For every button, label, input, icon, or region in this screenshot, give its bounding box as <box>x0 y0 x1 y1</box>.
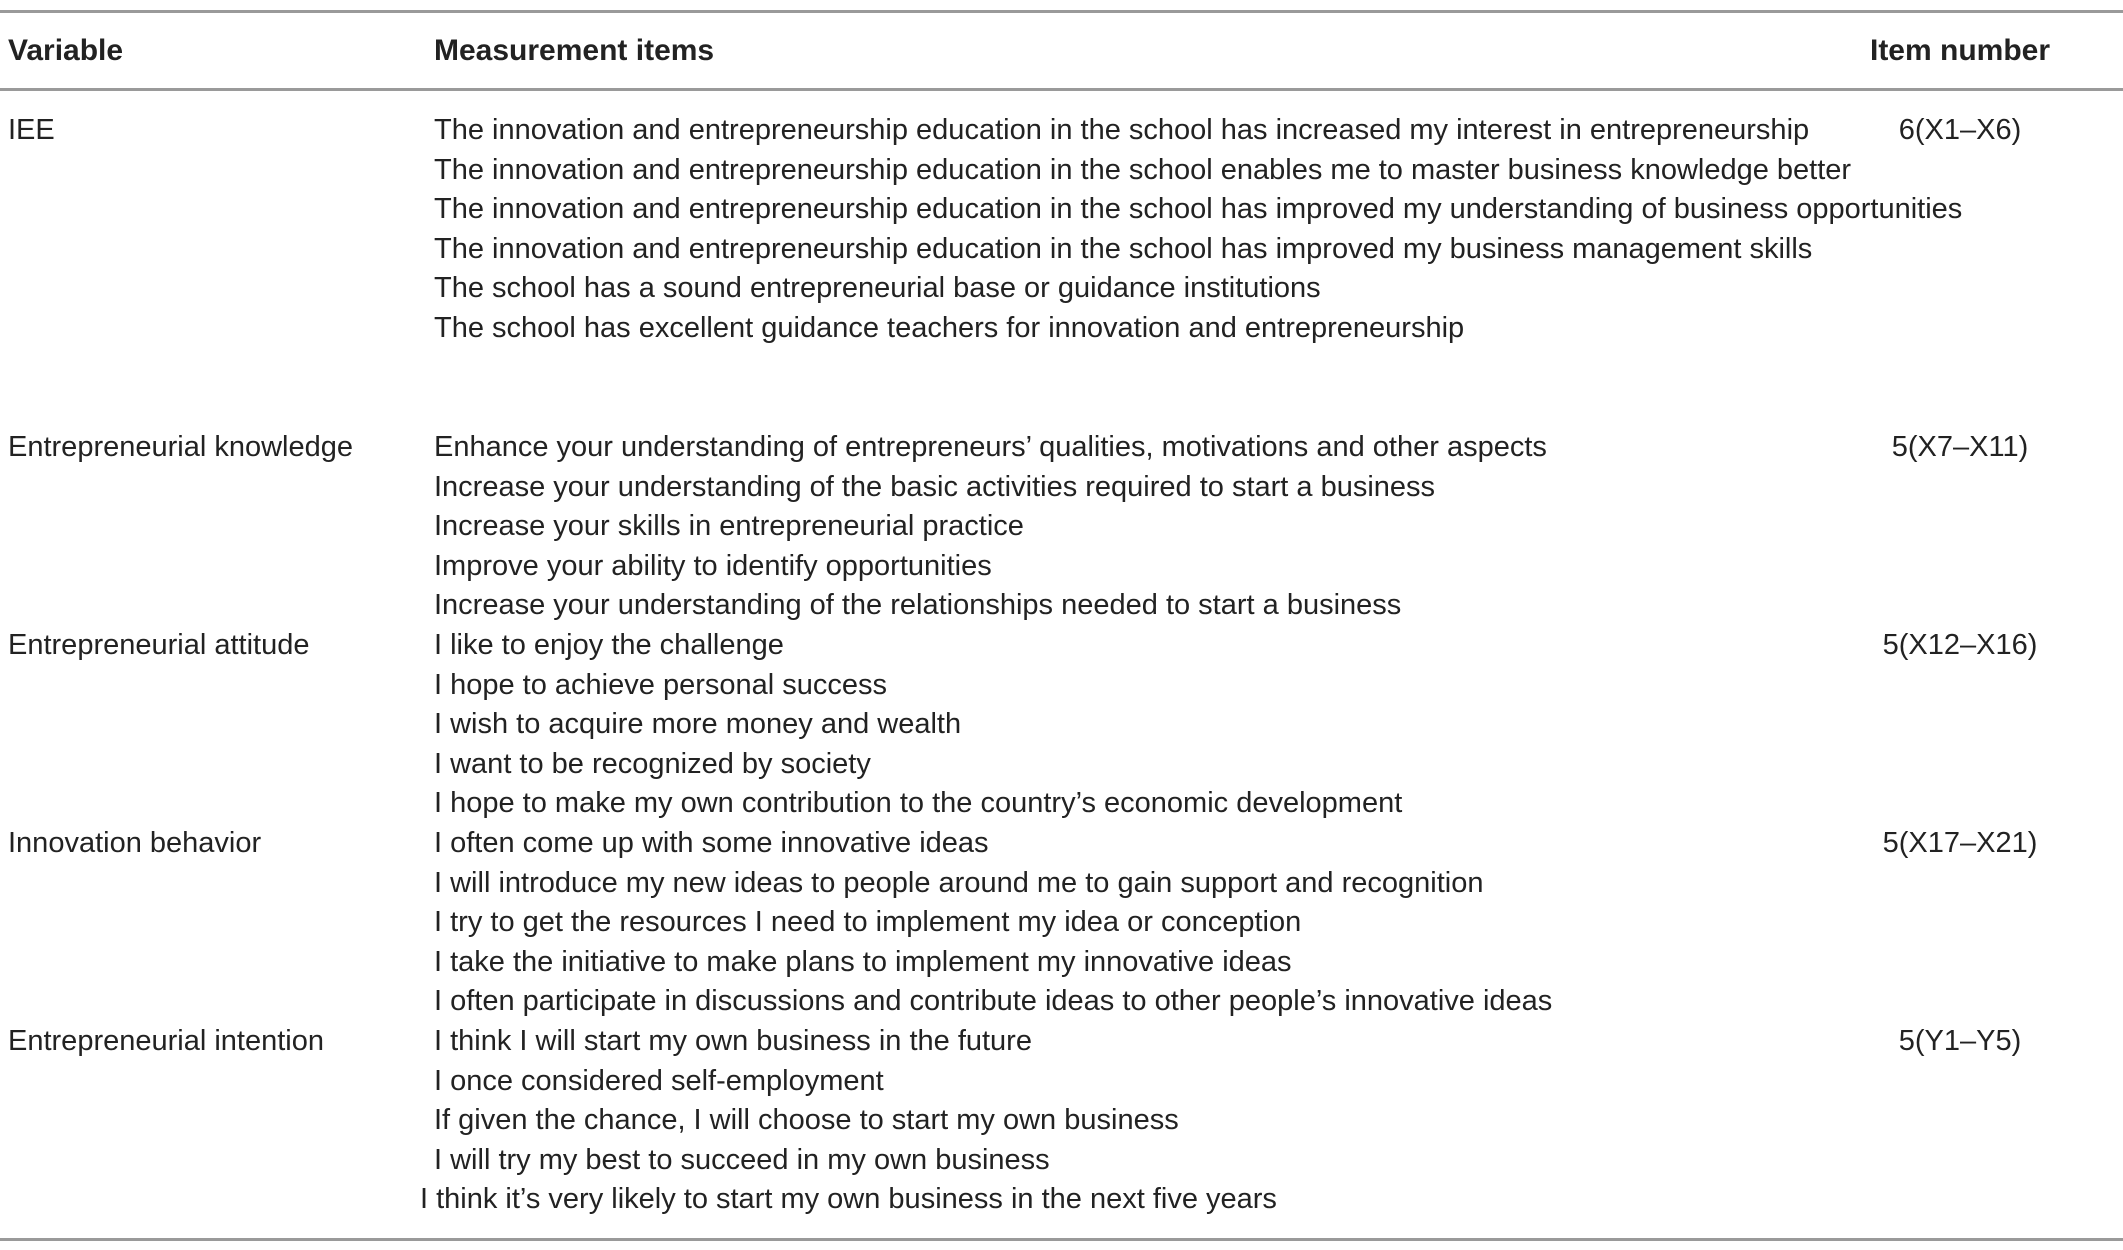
measurement-item: I like to enjoy the challenge <box>434 629 784 661</box>
measurement-item: Enhance your understanding of entrepreneurs’ qualities, motivations and other aspects <box>434 431 1547 463</box>
item-number-cell: 5(X12–X16) <box>1882 629 2038 661</box>
measurement-item: The innovation and entrepreneurship education in the school has improved my understanding of business opportunities <box>434 193 1963 226</box>
measurement-item: I often come up with some innovative ideas <box>434 827 989 859</box>
measurement-item: The innovation and entrepreneurship education in the school has increased my interest in entrepreneurship <box>434 114 1810 146</box>
measurement-item: I wish to acquire more money and wealth <box>434 708 962 741</box>
measurement-item: The innovation and entrepreneurship education in the school enables me to master business knowledge better <box>434 153 1852 186</box>
measurement-item: I once considered self-employment <box>434 1064 884 1097</box>
measurement-item: Improve your ability to identify opportunities <box>434 549 992 582</box>
measurement-item: I hope to make my own contribution to the country’s economic development <box>434 787 1403 820</box>
variable-cell: Entrepreneurial intention <box>8 1025 324 1057</box>
variable-cell: Entrepreneurial attitude <box>8 629 310 661</box>
measurement-item: Increase your understanding of the basic activities required to start a business <box>434 470 1436 503</box>
measurement-items-cell <box>434 428 1834 626</box>
item-number-cell: 5(X17–X21) <box>1882 827 2038 859</box>
measurement-item: I will try my best to succeed in my own business <box>434 1143 1050 1176</box>
measurement-item: The school has a sound entrepreneurial base or guidance institutions <box>434 272 1321 305</box>
measurement-item: If given the chance, I will choose to start my own business <box>434 1104 1179 1137</box>
measurement-item: Increase your skills in entrepreneurial practice <box>434 510 1024 543</box>
measurement-item: I will introduce my new ideas to people around me to gain support and recognition <box>434 866 1484 899</box>
header-variable: Variable <box>8 34 124 67</box>
measurement-item: The school has excellent guidance teachers for innovation and entrepreneurship <box>434 311 1465 344</box>
measurement-items-cell <box>420 1022 1834 1220</box>
measurement-item: I want to be recognized by society <box>434 747 871 780</box>
table-top-rule <box>0 10 2123 13</box>
measurement-item: The innovation and entrepreneurship education in the school has improved my business management skills <box>434 232 1813 265</box>
header-item-number: Item number <box>1869 34 2051 67</box>
variable-cell: IEE <box>8 114 55 146</box>
table-bottom-rule <box>0 1238 2123 1241</box>
measurement-item: Increase your understanding of the relationships needed to start a business <box>434 589 1402 622</box>
variable-cell: Entrepreneurial knowledge <box>8 431 353 463</box>
measurement-item: I often participate in discussions and contribute ideas to other people’s innovative ideas <box>434 985 1553 1018</box>
measurement-item: I hope to achieve personal success <box>434 668 887 701</box>
measurement-item: I take the initiative to make plans to implement my innovative ideas <box>434 945 1292 978</box>
item-number-cell: 6(X1–X6) <box>1898 114 2022 146</box>
item-number-cell: 5(Y1–Y5) <box>1898 1025 2022 1057</box>
measurement-item: I think I will start my own business in the future <box>434 1025 1032 1057</box>
measurement-item: I think it’s very likely to start my own business in the next five years <box>420 1183 1277 1216</box>
variable-cell: Innovation behavior <box>8 827 262 859</box>
measurement-items-cell <box>434 626 1834 824</box>
measurement-items-cell <box>434 824 1834 1022</box>
measurement-item: I try to get the resources I need to implement my idea or conception <box>434 906 1302 939</box>
item-number-cell: 5(X7–X11) <box>1891 431 2029 463</box>
header-measurement-items: Measurement items <box>434 34 715 67</box>
table-header-rule <box>0 88 2123 91</box>
